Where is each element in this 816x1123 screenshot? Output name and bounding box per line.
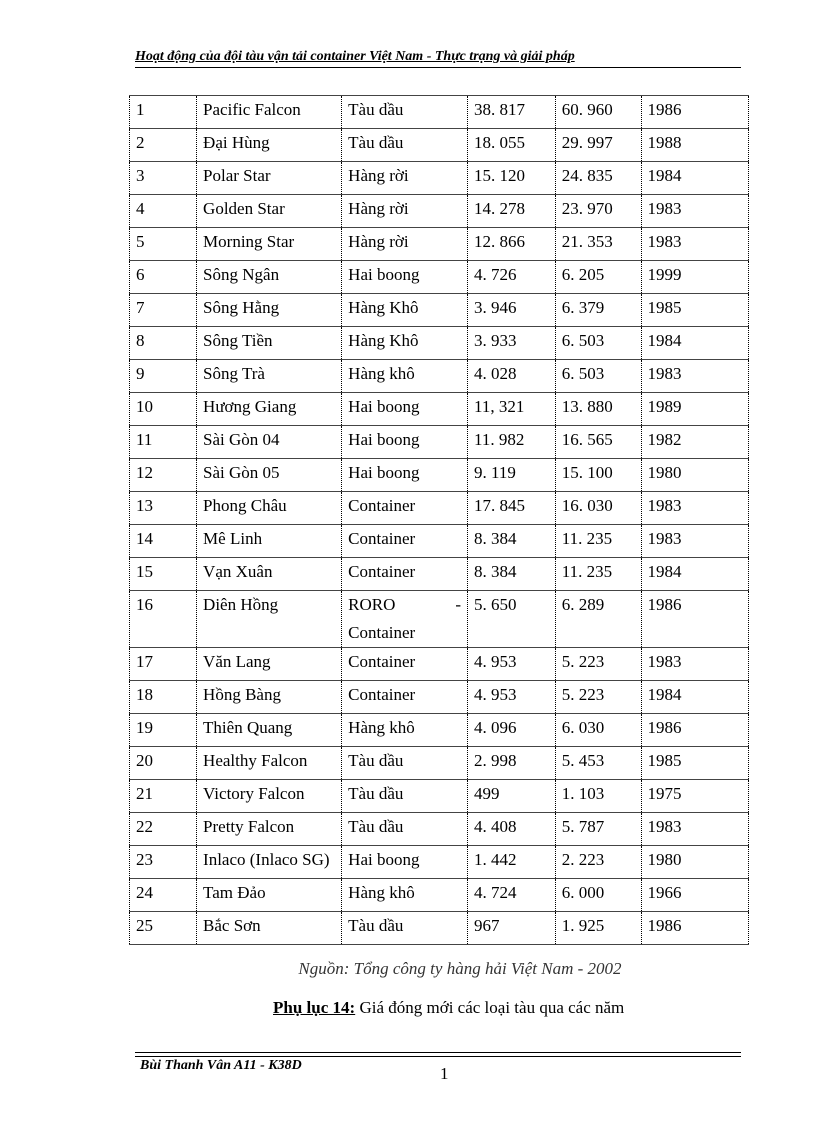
ship-type-line-1 — [348, 591, 461, 619]
cell-tonnage-2: 1. 103 — [555, 780, 641, 813]
cell-tonnage-1: 499 — [467, 780, 555, 813]
table-row — [130, 228, 749, 261]
cell-ship-name: Inlaco (Inlaco SG) — [197, 846, 342, 879]
cell-tonnage-2: 6. 289 — [555, 591, 641, 648]
cell-ship-type: Container — [342, 492, 468, 525]
cell-tonnage-2: 1. 925 — [555, 912, 641, 945]
cell-no: 23 — [130, 846, 197, 879]
cell-tonnage-2: 16. 030 — [555, 492, 641, 525]
cell-no: 5 — [130, 228, 197, 261]
cell-tonnage-1: 1. 442 — [467, 846, 555, 879]
cell-build-year: 1984 — [641, 162, 749, 195]
cell-tonnage-1: 8. 384 — [467, 558, 555, 591]
appendix-caption — [273, 998, 624, 1018]
cell-ship-type: Hàng rời — [342, 195, 468, 228]
footer-rule — [135, 1052, 741, 1053]
cell-ship-name: Mê Linh — [197, 525, 342, 558]
cell-no: 9 — [130, 360, 197, 393]
cell-ship-name: Sông Hằng — [197, 294, 342, 327]
table-row — [130, 129, 749, 162]
table-row — [130, 195, 749, 228]
cell-ship-name: Pretty Falcon — [197, 813, 342, 846]
cell-tonnage-1: 17. 845 — [467, 492, 555, 525]
cell-ship-name: Polar Star — [197, 162, 342, 195]
ship-type-part-a: RORO — [348, 595, 396, 614]
cell-ship-name: Pacific Falcon — [197, 96, 342, 129]
cell-ship-name: Phong Châu — [197, 492, 342, 525]
cell-no: 15 — [130, 558, 197, 591]
cell-tonnage-2: 21. 353 — [555, 228, 641, 261]
table-row — [130, 846, 749, 879]
cell-ship-name: Vạn Xuân — [197, 558, 342, 591]
cell-tonnage-1: 3. 946 — [467, 294, 555, 327]
table-row — [130, 912, 749, 945]
cell-ship-name: Hương Giang — [197, 393, 342, 426]
cell-ship-type: Tàu dầu — [342, 813, 468, 846]
table-row — [130, 459, 749, 492]
cell-build-year: 1975 — [641, 780, 749, 813]
cell-tonnage-2: 5. 453 — [555, 747, 641, 780]
cell-tonnage-1: 18. 055 — [467, 129, 555, 162]
cell-ship-name: Sài Gòn 05 — [197, 459, 342, 492]
cell-tonnage-2: 6. 379 — [555, 294, 641, 327]
cell-tonnage-2: 5. 223 — [555, 681, 641, 714]
table-row — [130, 426, 749, 459]
cell-ship-name: Thiên Quang — [197, 714, 342, 747]
cell-tonnage-2: 5. 787 — [555, 813, 641, 846]
cell-no: 18 — [130, 681, 197, 714]
table-row — [130, 648, 749, 681]
cell-ship-type: Hai boong — [342, 426, 468, 459]
cell-ship-name: Sông Tiền — [197, 327, 342, 360]
cell-build-year: 1988 — [641, 129, 749, 162]
ship-type-separator: - — [455, 595, 461, 614]
cell-no: 20 — [130, 747, 197, 780]
cell-tonnage-2: 15. 100 — [555, 459, 641, 492]
cell-tonnage-1: 3. 933 — [467, 327, 555, 360]
cell-build-year: 1986 — [641, 96, 749, 129]
cell-ship-name: Bắc Sơn — [197, 912, 342, 945]
cell-build-year: 1984 — [641, 327, 749, 360]
cell-ship-type: Hai boong — [342, 459, 468, 492]
cell-tonnage-1: 8. 384 — [467, 525, 555, 558]
cell-ship-type: Tàu dầu — [342, 129, 468, 162]
cell-build-year: 1983 — [641, 525, 749, 558]
cell-no: 11 — [130, 426, 197, 459]
table-row — [130, 360, 749, 393]
cell-build-year: 1983 — [641, 492, 749, 525]
cell-ship-name: Sài Gòn 04 — [197, 426, 342, 459]
cell-no: 21 — [130, 780, 197, 813]
cell-build-year: 1984 — [641, 681, 749, 714]
cell-build-year: 1966 — [641, 879, 749, 912]
cell-build-year: 1980 — [641, 846, 749, 879]
cell-tonnage-2: 6. 000 — [555, 879, 641, 912]
cell-build-year: 1989 — [641, 393, 749, 426]
cell-tonnage-1: 4. 953 — [467, 648, 555, 681]
cell-ship-name: Diên Hồng — [197, 591, 342, 648]
cell-no: 25 — [130, 912, 197, 945]
cell-ship-name: Sông Trà — [197, 360, 342, 393]
footer-author: Bùi Thanh Vân A11 - K38D — [140, 1058, 302, 1073]
cell-build-year: 1986 — [641, 591, 749, 648]
cell-tonnage-1: 967 — [467, 912, 555, 945]
cell-ship-type: Tàu dầu — [342, 912, 468, 945]
cell-no: 10 — [130, 393, 197, 426]
cell-tonnage-1: 11, 321 — [467, 393, 555, 426]
cell-tonnage-1: 11. 982 — [467, 426, 555, 459]
cell-tonnage-2: 6. 030 — [555, 714, 641, 747]
cell-ship-type: Hàng khô — [342, 714, 468, 747]
cell-no: 12 — [130, 459, 197, 492]
cell-tonnage-1: 5. 650 — [467, 591, 555, 648]
cell-build-year: 1986 — [641, 714, 749, 747]
cell-ship-type: Container — [342, 648, 468, 681]
source-note: Nguồn: Tổng công ty hàng hải Việt Nam - 2002 — [298, 959, 622, 978]
cell-no: 3 — [130, 162, 197, 195]
cell-tonnage-2: 29. 997 — [555, 129, 641, 162]
cell-build-year: 1985 — [641, 747, 749, 780]
table-row — [130, 714, 749, 747]
cell-build-year: 1983 — [641, 813, 749, 846]
cell-build-year: 1983 — [641, 648, 749, 681]
cell-ship-name: Victory Falcon — [197, 780, 342, 813]
table-row — [130, 525, 749, 558]
cell-no: 1 — [130, 96, 197, 129]
cell-tonnage-1: 12. 866 — [467, 228, 555, 261]
cell-tonnage-1: 4. 096 — [467, 714, 555, 747]
header-rule — [135, 67, 741, 68]
document-header-title: Hoạt động của đội tàu vận tải container Việt Nam - Thực trạng và giải pháp — [135, 49, 575, 64]
cell-ship-type: Container — [342, 558, 468, 591]
cell-no: 2 — [130, 129, 197, 162]
cell-tonnage-2: 5. 223 — [555, 648, 641, 681]
cell-build-year: 1983 — [641, 228, 749, 261]
cell-tonnage-1: 9. 119 — [467, 459, 555, 492]
cell-ship-type: Hàng rời — [342, 228, 468, 261]
cell-no: 14 — [130, 525, 197, 558]
cell-build-year: 1986 — [641, 912, 749, 945]
table-row — [130, 96, 749, 129]
cell-tonnage-1: 2. 998 — [467, 747, 555, 780]
table-row — [130, 591, 749, 648]
cell-ship-name: Golden Star — [197, 195, 342, 228]
cell-tonnage-1: 4. 726 — [467, 261, 555, 294]
footer-rule-double — [135, 1056, 741, 1057]
cell-build-year: 1999 — [641, 261, 749, 294]
cell-tonnage-1: 4. 724 — [467, 879, 555, 912]
cell-tonnage-2: 23. 970 — [555, 195, 641, 228]
cell-build-year: 1983 — [641, 195, 749, 228]
cell-tonnage-2: 6. 503 — [555, 327, 641, 360]
cell-ship-type: Hai boong — [342, 393, 468, 426]
cell-ship-type: Hàng khô — [342, 360, 468, 393]
cell-no: 16 — [130, 591, 197, 648]
table-row — [130, 813, 749, 846]
cell-tonnage-2: 13. 880 — [555, 393, 641, 426]
cell-tonnage-2: 2. 223 — [555, 846, 641, 879]
cell-tonnage-2: 11. 235 — [555, 558, 641, 591]
table-row — [130, 558, 749, 591]
cell-no: 17 — [130, 648, 197, 681]
cell-ship-type: Hàng rời — [342, 162, 468, 195]
table-row — [130, 393, 749, 426]
cell-tonnage-2: 16. 565 — [555, 426, 641, 459]
table-row — [130, 261, 749, 294]
cell-tonnage-2: 6. 503 — [555, 360, 641, 393]
cell-ship-name: Healthy Falcon — [197, 747, 342, 780]
table-row — [130, 294, 749, 327]
cell-tonnage-1: 4. 953 — [467, 681, 555, 714]
cell-no: 19 — [130, 714, 197, 747]
cell-ship-type: Container — [342, 681, 468, 714]
ship-fleet-table — [129, 95, 749, 945]
table-row — [130, 780, 749, 813]
cell-no: 13 — [130, 492, 197, 525]
cell-build-year: 1982 — [641, 426, 749, 459]
cell-tonnage-1: 4. 028 — [467, 360, 555, 393]
cell-tonnage-1: 14. 278 — [467, 195, 555, 228]
cell-tonnage-1: 15. 120 — [467, 162, 555, 195]
cell-ship-name: Hồng Bàng — [197, 681, 342, 714]
cell-tonnage-2: 11. 235 — [555, 525, 641, 558]
cell-build-year: 1983 — [641, 360, 749, 393]
appendix-label: Phụ lục 14: — [273, 998, 356, 1017]
page-number: 1 — [440, 1064, 449, 1083]
cell-ship-type: Tàu dầu — [342, 96, 468, 129]
cell-ship-type: Container — [342, 525, 468, 558]
cell-no: 8 — [130, 327, 197, 360]
cell-no: 24 — [130, 879, 197, 912]
cell-build-year: 1984 — [641, 558, 749, 591]
cell-ship-type: Hai boong — [342, 261, 468, 294]
cell-ship-type — [342, 591, 468, 648]
cell-tonnage-2: 24. 835 — [555, 162, 641, 195]
cell-build-year: 1980 — [641, 459, 749, 492]
ship-type-part-c: Container — [348, 623, 416, 642]
cell-ship-type: Hàng khô — [342, 879, 468, 912]
cell-ship-name: Đại Hùng — [197, 129, 342, 162]
table-row — [130, 162, 749, 195]
cell-no: 22 — [130, 813, 197, 846]
table-row — [130, 492, 749, 525]
cell-tonnage-1: 38. 817 — [467, 96, 555, 129]
cell-no: 6 — [130, 261, 197, 294]
table-row — [130, 747, 749, 780]
cell-ship-type: Tàu dầu — [342, 780, 468, 813]
cell-tonnage-1: 4. 408 — [467, 813, 555, 846]
cell-ship-name: Tam Đảo — [197, 879, 342, 912]
ship-table-body — [130, 96, 749, 945]
cell-ship-name: Morning Star — [197, 228, 342, 261]
cell-ship-type: Tàu dầu — [342, 747, 468, 780]
cell-ship-name: Văn Lang — [197, 648, 342, 681]
cell-no: 7 — [130, 294, 197, 327]
table-row — [130, 879, 749, 912]
table-row — [130, 681, 749, 714]
cell-ship-type: Hai boong — [342, 846, 468, 879]
cell-ship-type: Hàng Khô — [342, 327, 468, 360]
appendix-text: Giá đóng mới các loại tàu qua các năm — [359, 998, 625, 1017]
cell-ship-name: Sông Ngân — [197, 261, 342, 294]
cell-tonnage-2: 6. 205 — [555, 261, 641, 294]
cell-ship-type: Hàng Khô — [342, 294, 468, 327]
cell-no: 4 — [130, 195, 197, 228]
cell-build-year: 1985 — [641, 294, 749, 327]
table-row — [130, 327, 749, 360]
cell-tonnage-2: 60. 960 — [555, 96, 641, 129]
